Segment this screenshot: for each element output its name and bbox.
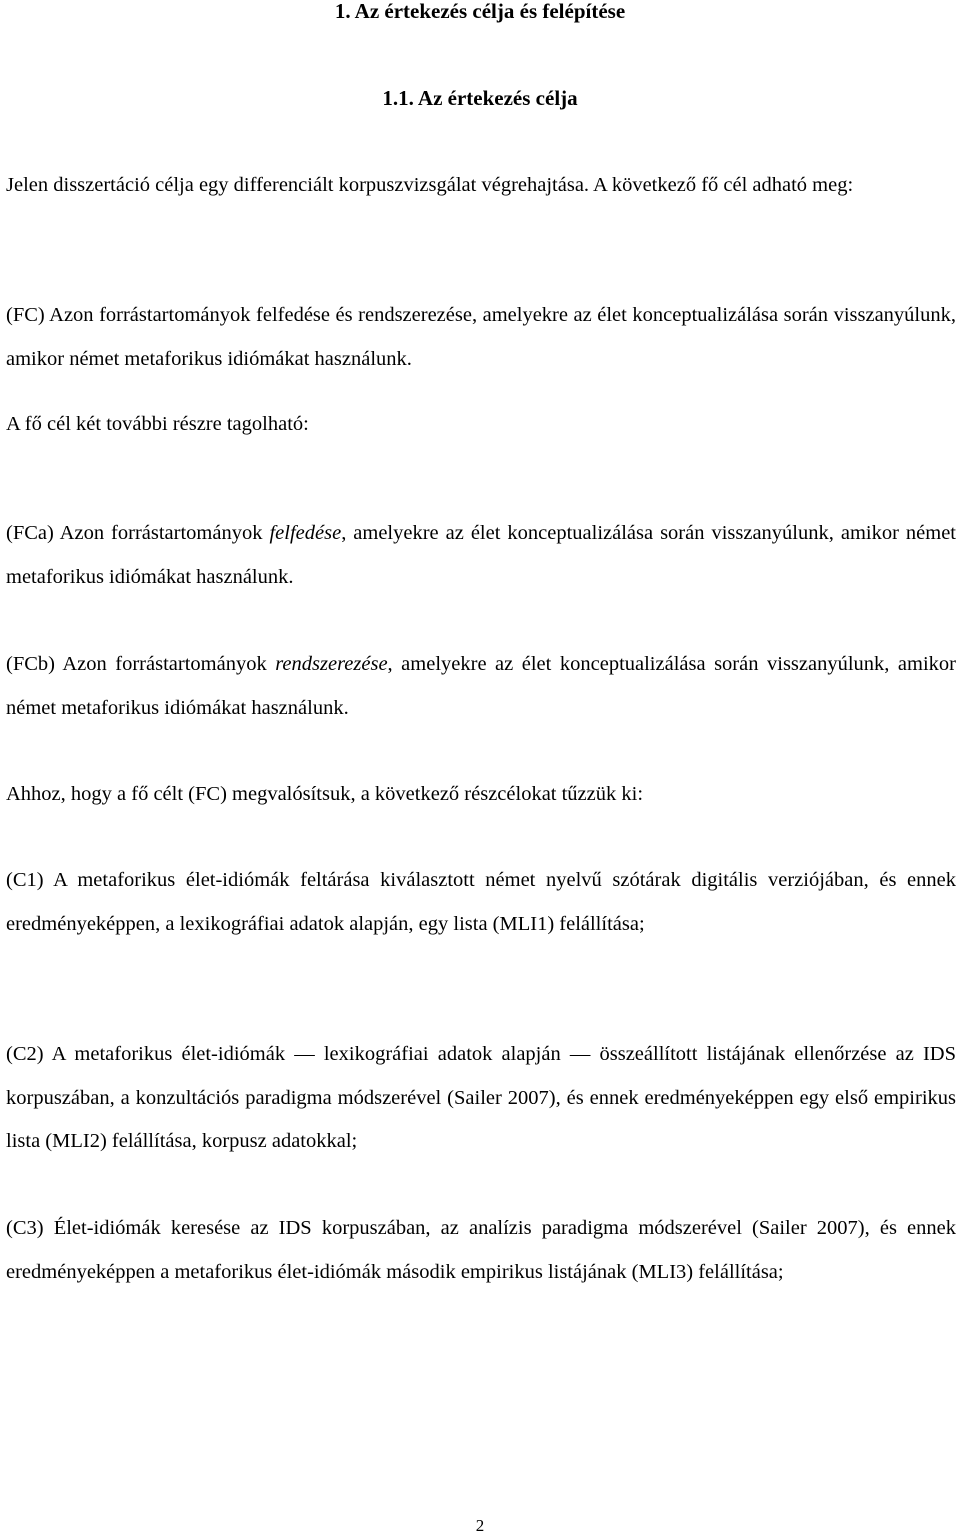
fcb-emphasis: rendszerezése <box>275 653 388 675</box>
sub-goal-fca-paragraph <box>6 512 956 599</box>
goal-c2-paragraph: (C2) A metaforikus élet-idiómák — lexikográfiai adatok alapján — összeállított listájának ellenőrzése az IDS korpuszában, a konzultációs paradigma módszerével (Sailer 2007), és ennek eredményeképpen egy első empirikus lista (MLI2) felállítása, korpusz adatokkal; <box>6 1043 956 1152</box>
split-intro-paragraph: A fő cél két további részre tagolható: <box>6 413 309 435</box>
sub-goal-fcb-paragraph <box>6 643 956 730</box>
intro-paragraph: Jelen disszertáció célja egy differenciált korpuszvizsgálat végrehajtása. A következő fő cél adható meg: <box>6 174 854 196</box>
goal-c1-paragraph: (C1) A metaforikus élet-idiómák feltárása kiválasztott német nyelvű szótárak digitális verziójában, és ennek eredményeképpen, a lexikográfiai adatok alapján, egy lista (MLI1) felállítása; <box>6 869 956 935</box>
fca-prefix: (FCa) Azon forrástartományok <box>6 522 270 544</box>
goal-c3-paragraph: (C3) Élet-idiómák keresése az IDS korpuszában, az analízis paradigma módszerével (Sailer 2007), és ennek eredményeképpen a metaforikus élet-idiómák második empirikus listájának (MLI3) felállítása; <box>6 1217 956 1283</box>
fca-suffix: , amelyekre az élet konceptualizálása során visszanyúlunk, amikor német metaforikus idiómákat használunk. <box>6 522 956 588</box>
fca-emphasis: felfedése <box>269 522 342 544</box>
goals-intro-paragraph: Ahhoz, hogy a fő célt (FC) megvalósítsuk, a következő részcélokat tűzzük ki: <box>6 783 644 805</box>
chapter-heading: 1. Az értekezés célja és felépítése <box>334 0 626 23</box>
fcb-prefix: (FCb) Azon forrástartományok <box>6 653 276 675</box>
section-heading: 1.1. Az értekezés célja <box>382 86 578 110</box>
main-goal-paragraph: (FC) Azon forrástartományok felfedése és rendszerezése, amelyekre az élet konceptualizálása során visszanyúlunk, amikor német metaforikus idiómákat használunk. <box>6 304 956 370</box>
fcb-suffix: , amelyekre az élet konceptualizálása során visszanyúlunk, amikor német metaforikus idiómákat használunk. <box>6 653 956 719</box>
page-number: 2 <box>475 1516 485 1535</box>
